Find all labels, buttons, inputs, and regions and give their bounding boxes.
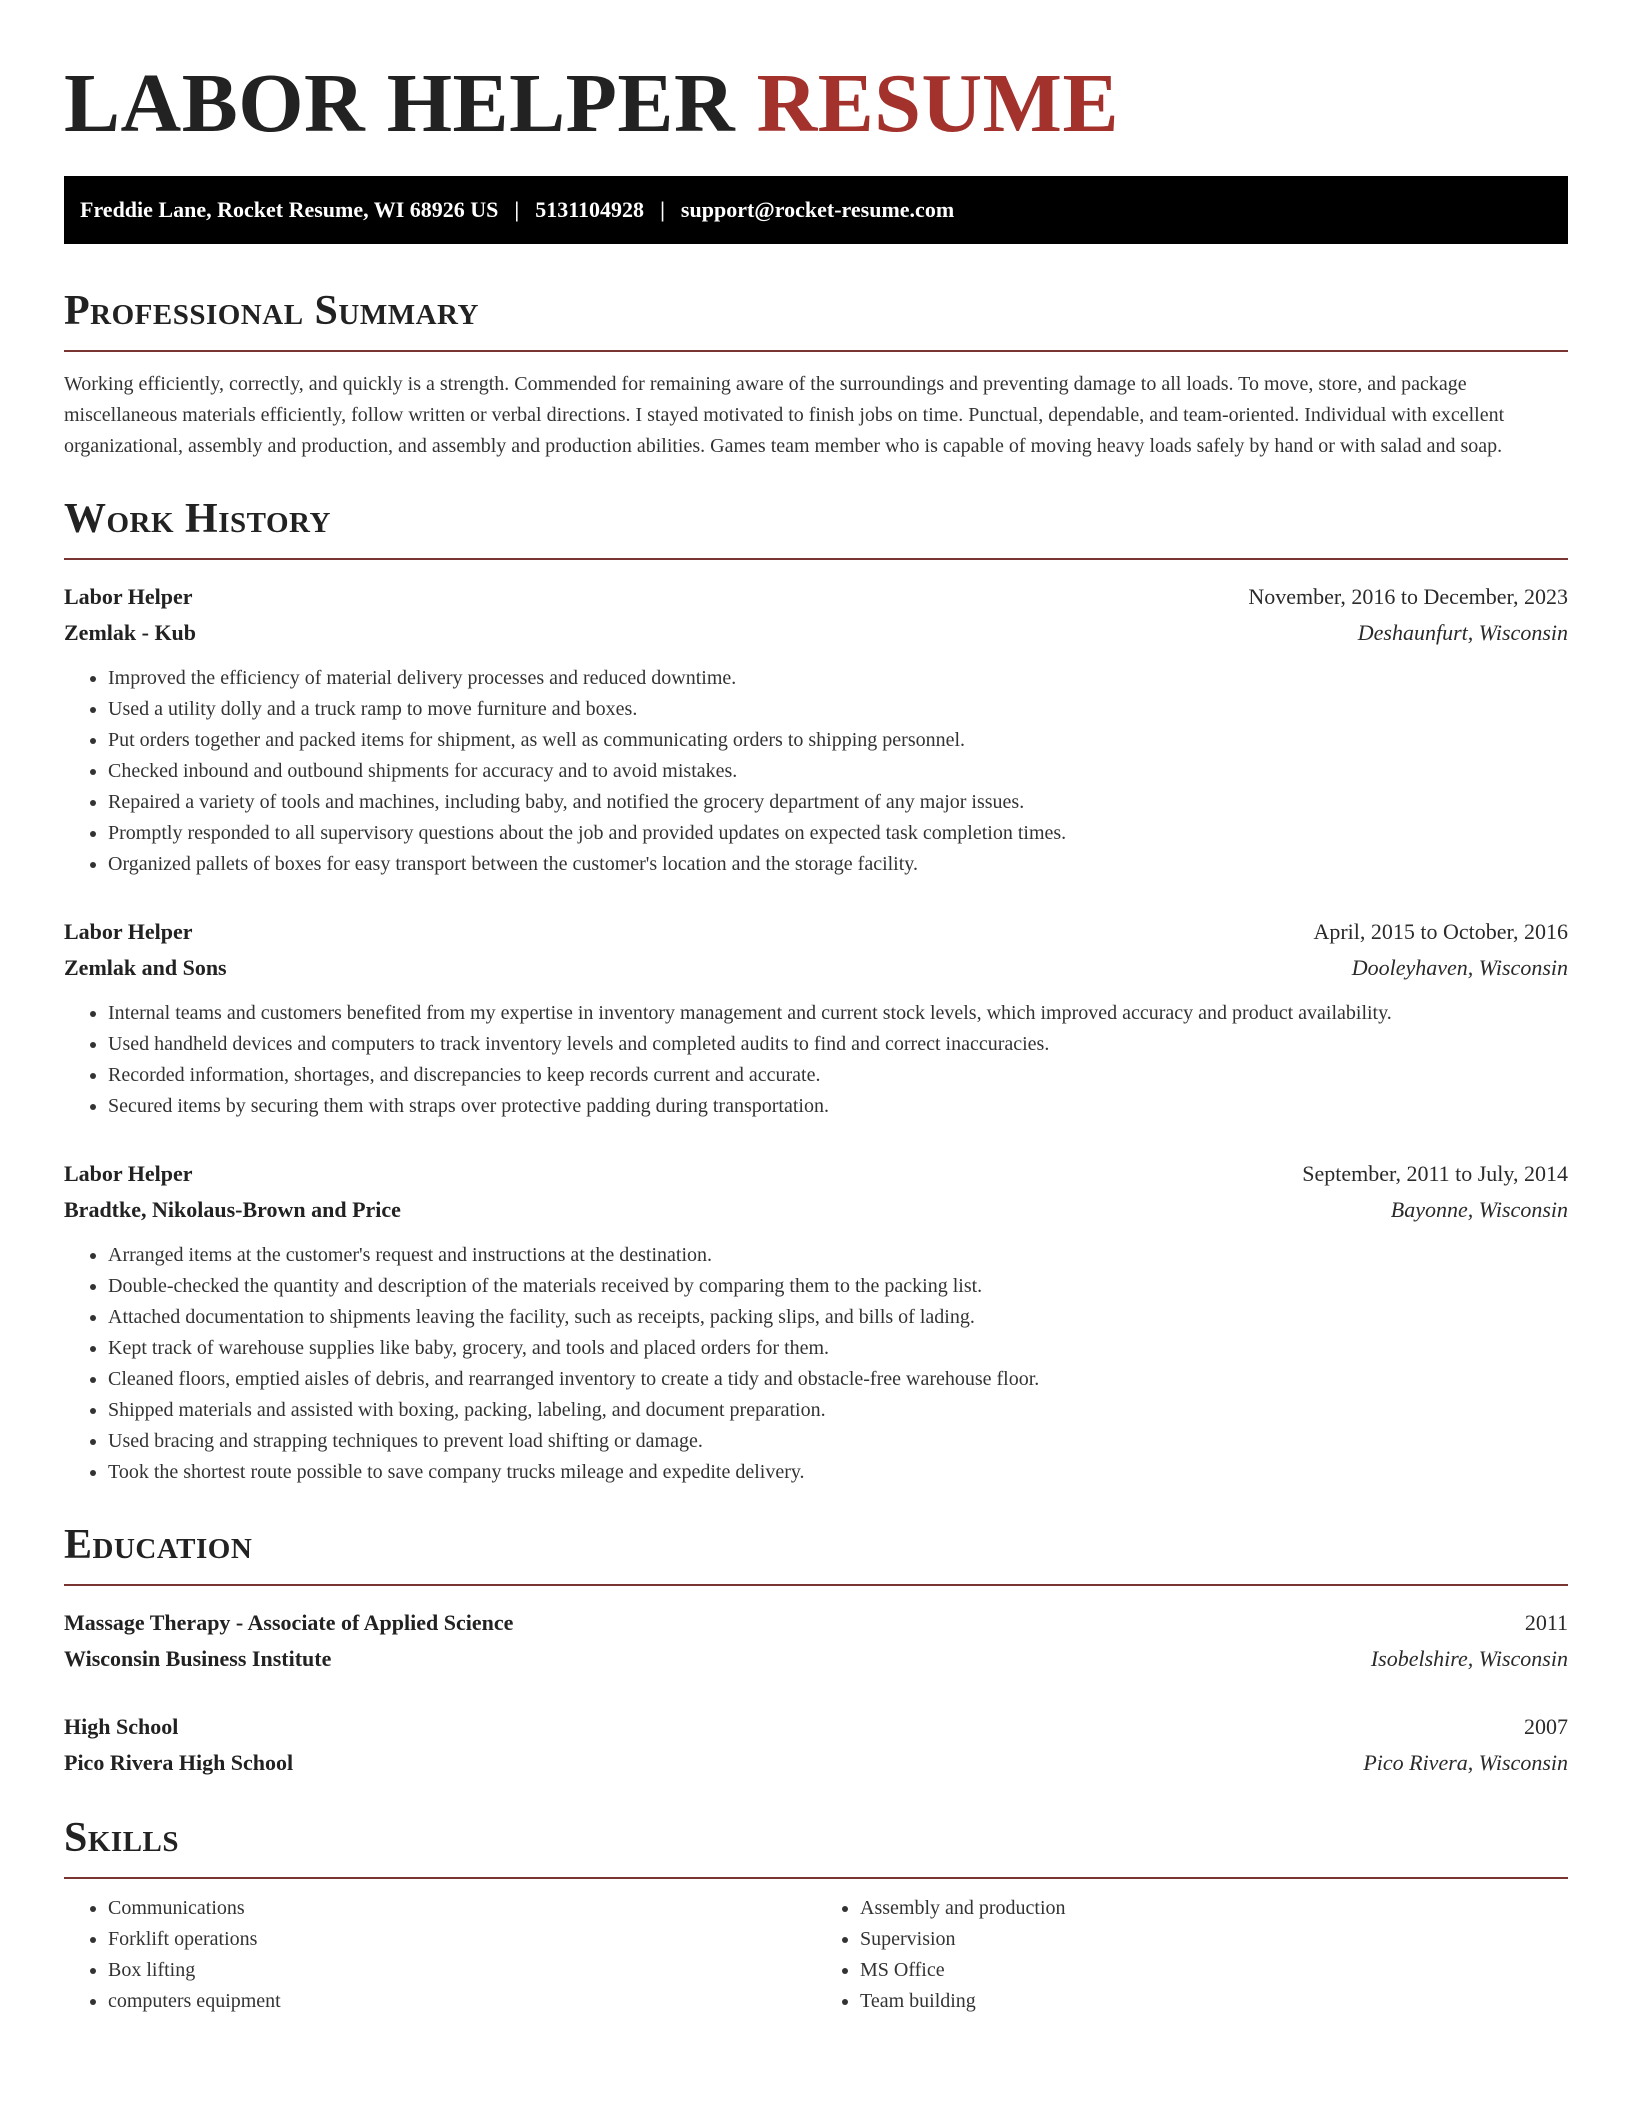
job-dates: November, 2016 to December, 2023 [1248, 584, 1568, 609]
job-bullet: • Checked inbound and outbound shipments for accuracy and to avoid mistakes. [108, 756, 1568, 787]
job-header-row [64, 914, 1568, 950]
skill-item: • Box lifting [108, 1955, 816, 1986]
job-bullet: • Recorded information, shortages, and discrepancies to keep records current and accurate. [108, 1060, 1568, 1091]
contact-bar [64, 176, 1568, 244]
job-company: Bradtke, Nikolaus-Brown and Price [64, 1197, 401, 1222]
resume-content [64, 284, 1568, 2017]
education-entry [64, 1709, 1568, 1781]
job-bullet: • Took the shortest route possible to save company trucks mileage and expedite delivery. [108, 1457, 1568, 1488]
section-divider [64, 1584, 1568, 1586]
job-title: Labor Helper [64, 1161, 193, 1186]
job-bullets [64, 998, 1568, 1122]
contact-separator: | [660, 197, 665, 222]
education-school-row [64, 1745, 1568, 1781]
work-history-section [64, 492, 1568, 1488]
job-entry [64, 1156, 1568, 1488]
job-bullet: • Internal teams and customers benefited from my expertise in inventory management and current stock levels, which improved accuracy and product availability. [108, 998, 1568, 1029]
education-section [64, 1518, 1568, 1781]
contact-address: Freddie Lane, Rocket Resume, WI 68926 US [80, 197, 499, 222]
skill-item: • MS Office [860, 1955, 1568, 1986]
work-history-heading: Work History [64, 496, 331, 542]
job-bullet: • Promptly responded to all supervisory questions about the job and provided updates on expected task completion times. [108, 818, 1568, 849]
skills-section [64, 1811, 1568, 2017]
education-heading: Education [64, 1522, 253, 1568]
job-title: Labor Helper [64, 919, 193, 944]
job-bullet: • Arranged items at the customer's request and instructions at the destination. [108, 1240, 1568, 1271]
summary-text: Working efficiently, correctly, and quickly is a strength. Commended for remaining aware of the surroundings and preventing damage to all loads. To move, store, and package miscellaneous materials efficiently, follow written or verbal directions. I stayed motivated to finish jobs on time. Punctual, dependable, and team-oriented. Individual with excellent organizational, assembly and production, and assembly and production abilities. Games team member who is capable of moving heavy loads safely by hand or with salad and soap. [64, 373, 1505, 457]
skill-item: • computers equipment [108, 1986, 816, 2017]
education-school: Wisconsin Business Institute [64, 1646, 332, 1671]
skills-column-left [64, 1893, 816, 2017]
job-bullet: • Organized pallets of boxes for easy transport between the customer's location and the storage facility. [108, 849, 1568, 880]
job-header-row [64, 579, 1568, 615]
job-dates: April, 2015 to October, 2016 [1313, 919, 1568, 944]
job-company-row [64, 950, 1568, 986]
skill-item: • Team building [860, 1986, 1568, 2017]
job-title: Labor Helper [64, 584, 193, 609]
job-bullets [64, 1240, 1568, 1488]
job-bullet: • Used a utility dolly and a truck ramp to move furniture and boxes. [108, 694, 1568, 725]
skill-item: • Supervision [860, 1924, 1568, 1955]
job-company: Zemlak - Kub [64, 620, 197, 645]
education-location: Pico Rivera, Wisconsin [1363, 1750, 1568, 1775]
summary-section [64, 284, 1568, 462]
job-bullet: • Put orders together and packed items for shipment, as well as communicating orders to shipping personnel. [108, 725, 1568, 756]
education-degree: Massage Therapy - Associate of Applied Science [64, 1610, 514, 1635]
education-year: 2011 [1524, 1610, 1568, 1635]
education-header-row [64, 1605, 1568, 1641]
job-entry [64, 914, 1568, 1122]
contact-phone: 5131104928 [535, 197, 645, 222]
education-school-row [64, 1641, 1568, 1677]
skill-item: • Forklift operations [108, 1924, 816, 1955]
job-company: Zemlak and Sons [64, 955, 227, 980]
section-divider [64, 558, 1568, 560]
job-bullet: • Double-checked the quantity and description of the materials received by comparing them to the packing list. [108, 1271, 1568, 1302]
skills-grid [64, 1893, 1568, 2017]
job-bullet: • Improved the efficiency of material delivery processes and reduced downtime. [108, 663, 1568, 694]
education-entry [64, 1605, 1568, 1677]
job-location: Deshaunfurt, Wisconsin [1357, 620, 1568, 645]
section-divider [64, 1877, 1568, 1879]
job-entry [64, 579, 1568, 880]
education-location: Isobelshire, Wisconsin [1370, 1646, 1568, 1671]
skills-column-right [816, 1893, 1568, 2017]
resume-title-accent: RESUME [756, 57, 1119, 150]
education-year: 2007 [1524, 1714, 1568, 1739]
job-location: Dooleyhaven, Wisconsin [1351, 955, 1568, 980]
skill-item: • Assembly and production [860, 1893, 1568, 1924]
job-bullet: • Repaired a variety of tools and machines, including baby, and notified the grocery department of any major issues. [108, 787, 1568, 818]
job-bullet: • Cleaned floors, emptied aisles of debris, and rearranged inventory to create a tidy and obstacle-free warehouse floor. [108, 1364, 1568, 1395]
job-dates: September, 2011 to July, 2014 [1302, 1161, 1568, 1186]
education-degree: High School [64, 1714, 179, 1739]
resume-title-main: LABOR HELPER [64, 57, 736, 150]
job-bullet: • Used handheld devices and computers to track inventory levels and completed audits to find and correct inaccuracies. [108, 1029, 1568, 1060]
job-bullet: • Used bracing and strapping techniques to prevent load shifting or damage. [108, 1426, 1568, 1457]
job-location: Bayonne, Wisconsin [1390, 1197, 1568, 1222]
job-bullet: • Shipped materials and assisted with boxing, packing, labeling, and document preparation. [108, 1395, 1568, 1426]
summary-heading: Professional Summary [64, 288, 479, 334]
job-bullet: • Attached documentation to shipments leaving the facility, such as receipts, packing slips, and bills of lading. [108, 1302, 1568, 1333]
job-company-row [64, 1192, 1568, 1228]
job-bullet: • Kept track of warehouse supplies like baby, grocery, and tools and placed orders for them. [108, 1333, 1568, 1364]
section-divider [64, 350, 1568, 352]
job-company-row [64, 615, 1568, 651]
job-bullets [64, 663, 1568, 880]
skill-item: • Communications [108, 1893, 816, 1924]
resume-title [64, 54, 1568, 154]
skills-heading: Skills [64, 1815, 180, 1861]
education-header-row [64, 1709, 1568, 1745]
job-bullet: • Secured items by securing them with straps over protective padding during transportation. [108, 1091, 1568, 1122]
contact-email: support@rocket-resume.com [680, 197, 955, 222]
job-header-row [64, 1156, 1568, 1192]
contact-separator: | [514, 197, 520, 222]
education-school: Pico Rivera High School [64, 1750, 294, 1775]
